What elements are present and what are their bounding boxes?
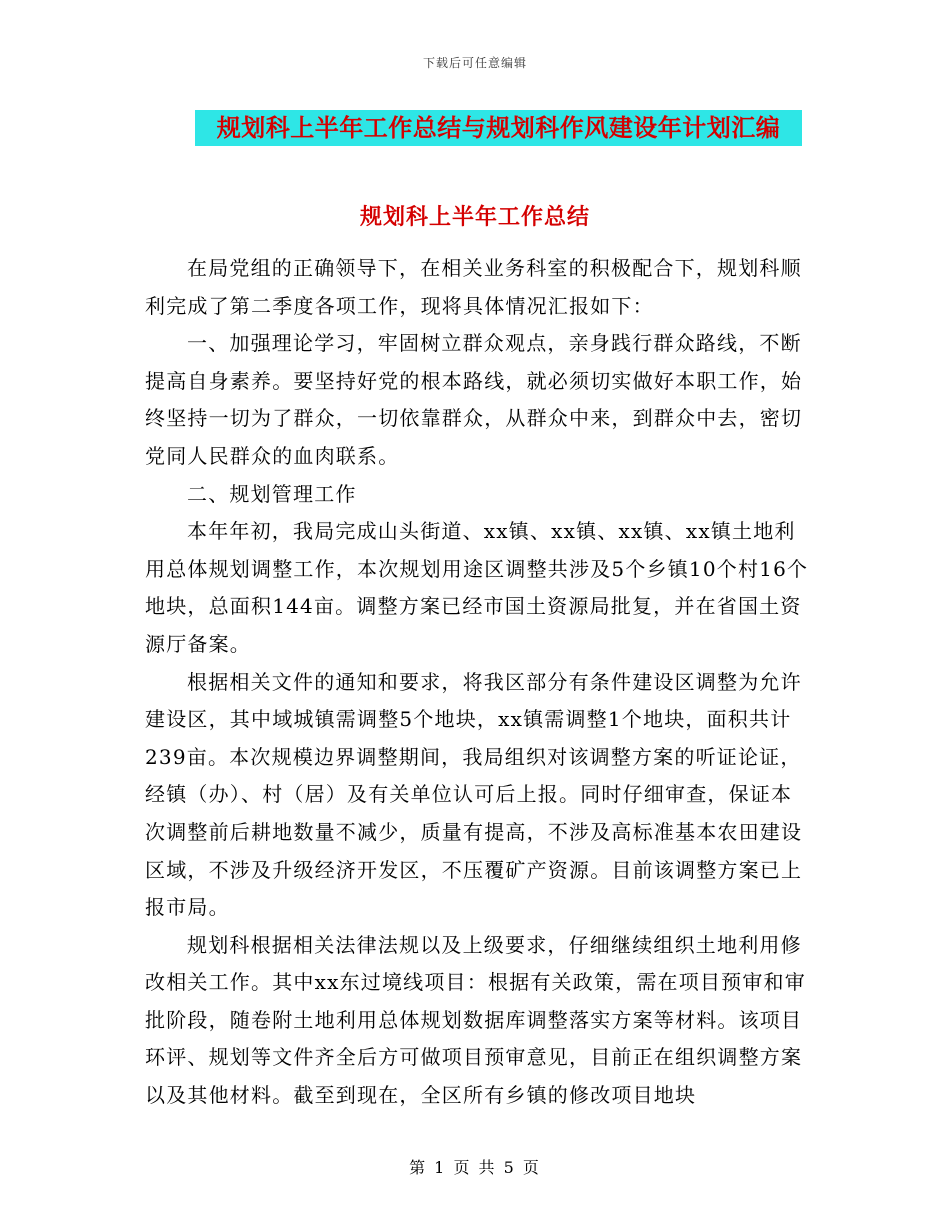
paragraph-planning-adjustment: 本年年初，我局完成山头街道、xx镇、xx镇、xx镇、xx镇土地利用总体规划调整工作，本次规划用途区调整共涉及5个乡镇10个村16个地块，总面积144亩。调整方案已经市国土资源局批复，并在省国土资源厅备案。 [145,519,809,656]
paragraph-heading-planning: 二、规划管理工作 [187,481,357,506]
paragraph-theory-study: 一、加强理论学习，牢固树立群众观点，亲身践行群众路线，不断提高自身素养。要坚持好党的根本路线，就必须切实做好本职工作，始终坚持一切为了群众，一切依靠群众，从群众中来，到群众中去，密切党同人民群众的血肉联系。 [145,331,803,468]
paragraph-boundary-adjustment: 根据相关文件的通知和要求，将我区部分有条件建设区调整为允许建设区，其中域城镇需调整5个地块，xx镇需调整1个地块，面积共计239亩。本次规模边界调整期间，我局组织对该调整方案的听证论证，经镇（办）、村（居）及有关单位认可后上报。同时仔细审查，保证本次调整前后耕地数量不减少，质量有提高，不涉及高标准基本农田建设区域，不涉及升级经济开发区，不压覆矿产资源。目前该调整方案已上报市局。 [145,669,803,920]
document-main-title: 规划科上半年工作总结与规划科作风建设年计划汇编 [216,114,781,142]
page-header-note: 下载后可任意编辑 [422,56,527,70]
main-title-highlight [195,110,802,146]
paragraph-land-use-revision: 规划科根据相关法律法规以及上级要求，仔细继续组织土地利用修改相关工作。其中xx东过境线项目：根据有关政策，需在项目预审和审批阶段，随卷附土地利用总体规划数据库调整落实方案等材料。该项目环评、规划等文件齐全后方可做项目预审意见，目前正在组织调整方案以及其他材料。截至到现在，全区所有乡镇的修改项目地块 [145,932,806,1108]
document-body [145,250,810,1115]
section-title: 规划科上半年工作总结 [359,205,590,230]
page-footer-number: 第 1 页 共 5 页 [409,1158,541,1177]
paragraph-intro: 在局党组的正确领导下，在相关业务科室的积极配合下，规划科顺利完成了第二季度各项工作，现将具体情况汇报如下： [145,256,802,318]
